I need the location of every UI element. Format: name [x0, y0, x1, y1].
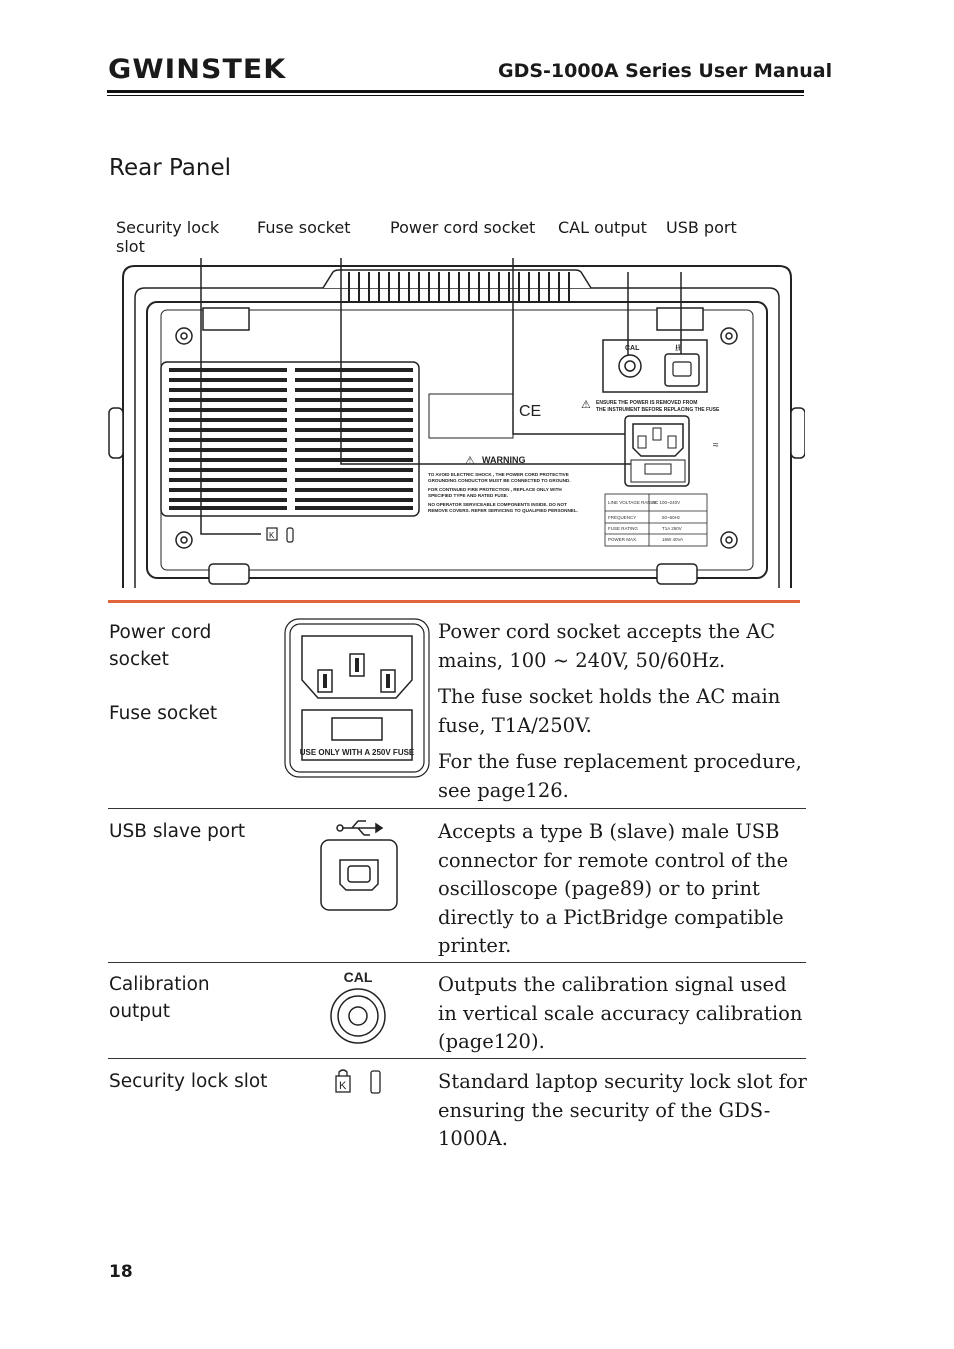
header-rule-thin: [107, 95, 804, 96]
svg-text:AC 100~240V: AC 100~240V: [652, 500, 681, 505]
security-lock-icon: [333, 1068, 385, 1096]
row-label-usb: USB slave port: [109, 821, 246, 842]
manual-title: GDS-1000A Series User Manual: [498, 60, 833, 82]
section-title: Rear Panel: [109, 155, 232, 181]
paragraph: Accepts a type B (slave) male USB connector for remote control of the oscilloscope (page89) or to print directly to a PictBridge compatible printer.: [438, 820, 789, 957]
cal-bnc-icon: [326, 966, 390, 1046]
row-desc-calibration: [438, 971, 810, 1065]
row-label-power-cord: Power cord socket: [109, 622, 212, 670]
svg-text:ENSURE THE POWER IS REMOVED FR: ENSURE THE POWER IS REMOVED FROM: [596, 400, 698, 406]
paragraph: Power cord socket accepts the AC mains, 100 ~ 240V, 50/60Hz.: [438, 620, 776, 672]
row-label-security-lock: Security lock slot: [109, 1071, 268, 1092]
svg-text:TO AVOID ELECTRIC SHOCK , THE: TO AVOID ELECTRIC SHOCK , THE POWER CORD PROTECTIVE: [428, 472, 569, 477]
svg-text:WARNING: WARNING: [482, 455, 526, 465]
paragraph: Outputs the calibration signal used in vertical scale accuracy calibration (page120).: [438, 973, 803, 1053]
svg-text:⚠: ⚠: [465, 455, 475, 467]
svg-text:USE ONLY WITH A 250V FUSE: USE ONLY WITH A 250V FUSE: [299, 748, 415, 757]
svg-text:NO OPERATOR SERVICEABLE COMPON: NO OPERATOR SERVICEABLE COMPONENTS INSIDE. DO NOT: [428, 502, 567, 507]
row-desc-power-cord: [438, 618, 808, 813]
svg-text:⚠: ⚠: [581, 399, 591, 411]
svg-text:≈: ≈: [713, 440, 719, 451]
paragraph: Standard laptop security lock slot for ensuring the security of the GDS-1000A.: [438, 1070, 807, 1150]
power-socket-icon: [284, 618, 430, 780]
svg-text:GROUNDING CONDUCTOR MUST BE CO: GROUNDING CONDUCTOR MUST BE CONNECTED TO GROUND.: [428, 478, 571, 483]
svg-text:T1A 250V: T1A 250V: [662, 526, 682, 531]
svg-text:FREQUENCY: FREQUENCY: [608, 515, 637, 520]
svg-text:CAL: CAL: [625, 345, 640, 352]
svg-text:POWER MAX.: POWER MAX.: [608, 537, 638, 542]
svg-text:CE: CE: [519, 403, 542, 420]
svg-text:CAL: CAL: [343, 969, 373, 985]
svg-text:SPECIFIED TYPE AND RATED FUSE.: SPECIFIED TYPE AND RATED FUSE.: [428, 493, 509, 498]
row-label-calibration: Calibration output: [109, 974, 210, 1022]
svg-text:LINE VOLTAGE RANGE: LINE VOLTAGE RANGE: [608, 500, 658, 505]
rear-panel-diagram: [105, 258, 805, 588]
svg-text:50~60Hz: 50~60Hz: [662, 515, 681, 520]
page-number: 18: [109, 1262, 133, 1282]
svg-text:18W 40VA: 18W 40VA: [662, 537, 684, 542]
paragraph: The fuse socket holds the AC main fuse, T1A/250V.: [438, 685, 781, 737]
callout-fuse-socket: Fuse socket: [257, 218, 351, 237]
row-desc-usb: [438, 818, 808, 969]
svg-text:⭿: ⭿: [675, 343, 681, 353]
row-divider: [108, 962, 806, 963]
svg-text:REMOVE COVERS. REFER SERVICING: REMOVE COVERS. REFER SERVICING TO QUALIFIED PERSONNEL.: [428, 508, 578, 513]
svg-text:FUSE RATING: FUSE RATING: [608, 526, 638, 531]
row-desc-security-lock: [438, 1068, 808, 1162]
callout-cal-output: CAL output: [558, 218, 647, 237]
svg-text:K: K: [339, 1080, 347, 1092]
row-divider: [108, 1058, 806, 1059]
row-divider: [108, 808, 806, 809]
svg-text:THE INSTRUMENT BEFORE REPLACIN: THE INSTRUMENT BEFORE REPLACING THE FUSE: [596, 407, 720, 413]
paragraph: For the fuse replacement procedure, see page126.: [438, 750, 802, 802]
brand-logo: GWINSTEK: [108, 54, 287, 85]
callout-security-lock: Security lock slot: [116, 218, 220, 256]
usb-port-icon: [318, 816, 400, 914]
svg-text:FOR CONTINUED FIRE PROTECTION: FOR CONTINUED FIRE PROTECTION , REPLACE ONLY WITH: [428, 487, 562, 492]
header-rule: [107, 90, 804, 93]
section-divider: [108, 600, 800, 603]
callout-usb-port: USB port: [666, 218, 737, 237]
callout-power-cord-socket: Power cord socket: [390, 218, 536, 237]
svg-text:K: K: [269, 531, 275, 540]
row-label-fuse-socket: Fuse socket: [109, 703, 218, 724]
